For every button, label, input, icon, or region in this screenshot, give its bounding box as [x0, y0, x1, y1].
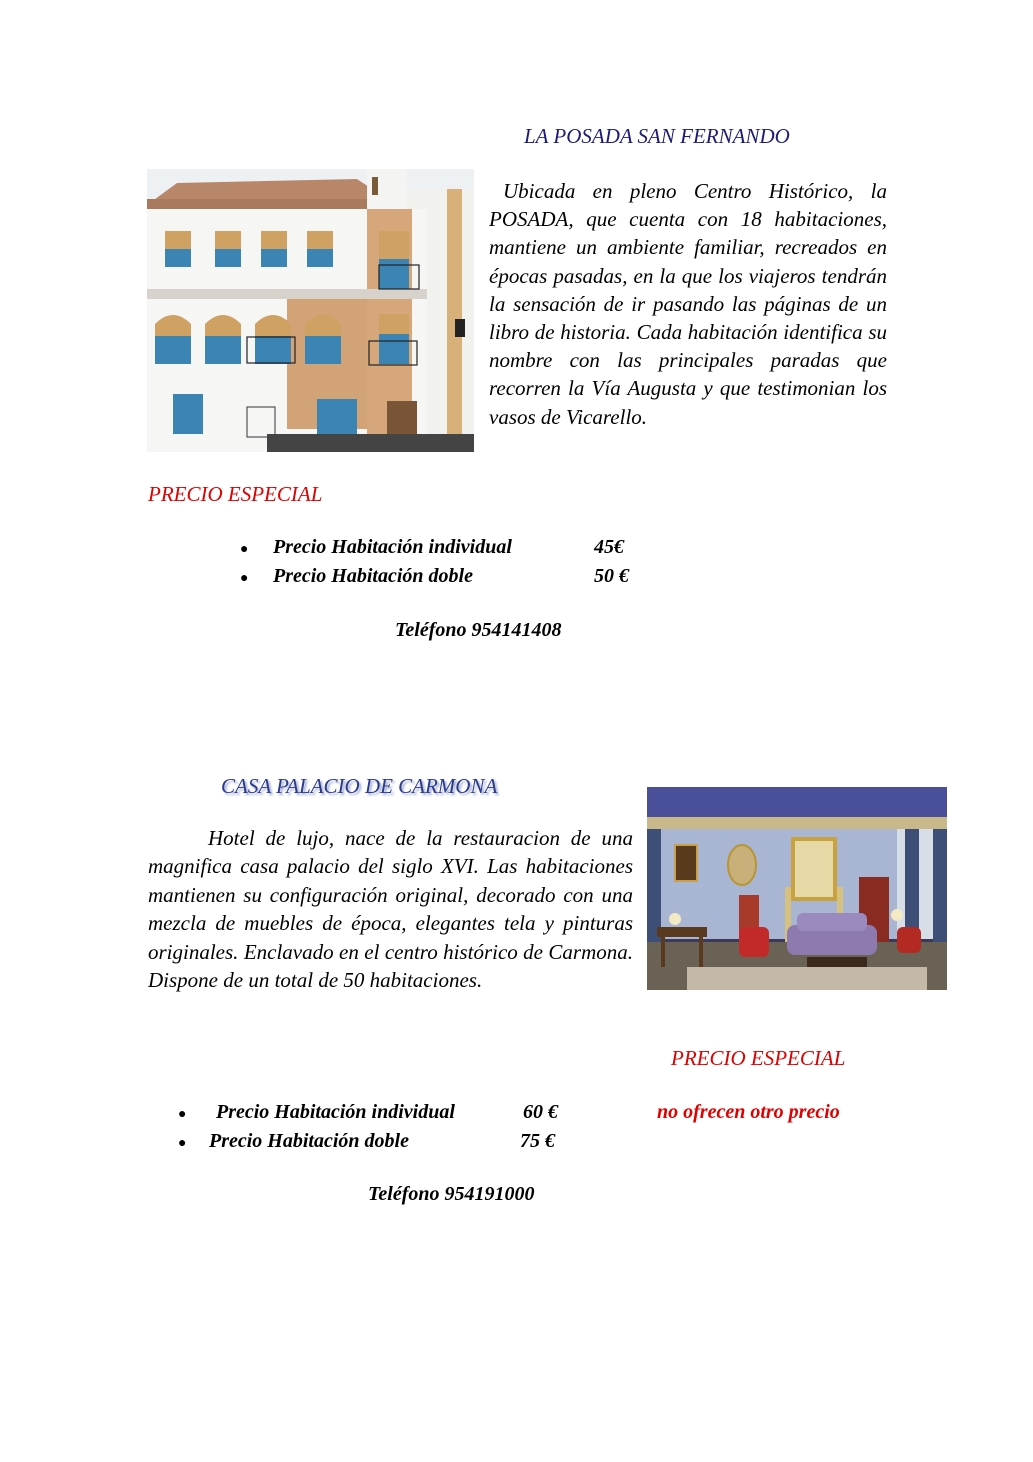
hotel1-title: LA POSADA SAN FERNANDO — [524, 124, 790, 148]
hotel1-price-value: 50 € — [594, 565, 629, 587]
hotel2-price-row-double — [178, 1130, 555, 1153]
hotel1-special-price-label: PRECIO ESPECIAL — [148, 482, 323, 506]
hotel2-price-label: Precio Habitación doble — [209, 1130, 409, 1152]
hotel1-price-value: 45€ — [594, 536, 624, 558]
bullet-icon: ● — [240, 571, 249, 586]
hotel1-price-row-individual — [240, 536, 624, 559]
bullet-icon: ● — [240, 542, 249, 557]
hotel2-price-value: 60 € — [523, 1101, 558, 1123]
hotel2-note: no ofrecen otro precio — [657, 1101, 840, 1123]
hotel2-phone: Teléfono 954191000 — [368, 1183, 535, 1205]
hotel2-photo — [647, 787, 947, 990]
hotel2-price-label: Precio Habitación individual — [216, 1101, 455, 1123]
hotel1-price-row-double — [240, 565, 629, 588]
bullet-icon: ● — [178, 1107, 187, 1122]
hotel2-price-row-individual — [178, 1101, 558, 1124]
hotel2-description: Hotel de lujo, nace de la restauracion de una magnifica casa palacio del siglo XVI. Las habitaciones mantienen su configuración original, decorado con una mezcla de muebles de época, elegantes tela y pinturas originales. Enclavado en el centro histórico de Carmona. Dispone de un total de 50 habitaciones. — [148, 826, 633, 993]
hotel1-price-label: Precio Habitación doble — [273, 565, 473, 587]
hotel1-description: Ubicada en pleno Centro Histórico, la POSADA, que cuenta con 18 habitaciones, mantiene un ambiente familiar, recreados en épocas pasadas, en la que los viajeros tendrán la sensación de ir pasando las páginas de un libro de historia. Cada habitación identifica su nombre con las principales paradas que recorren la Vía Augusta y que testimonian los vasos de Vicarello. — [489, 179, 887, 429]
hotel2-special-price-label: PRECIO ESPECIAL — [671, 1046, 846, 1070]
hotel1-phone: Teléfono 954141408 — [395, 619, 562, 641]
bullet-icon: ● — [178, 1136, 187, 1151]
hotel1-price-label: Precio Habitación individual — [273, 536, 512, 558]
hotel2-title: CASA PALACIO DE CARMONA — [221, 774, 498, 798]
hotel1-photo — [147, 169, 474, 452]
hotel2-price-value: 75 € — [520, 1130, 555, 1152]
